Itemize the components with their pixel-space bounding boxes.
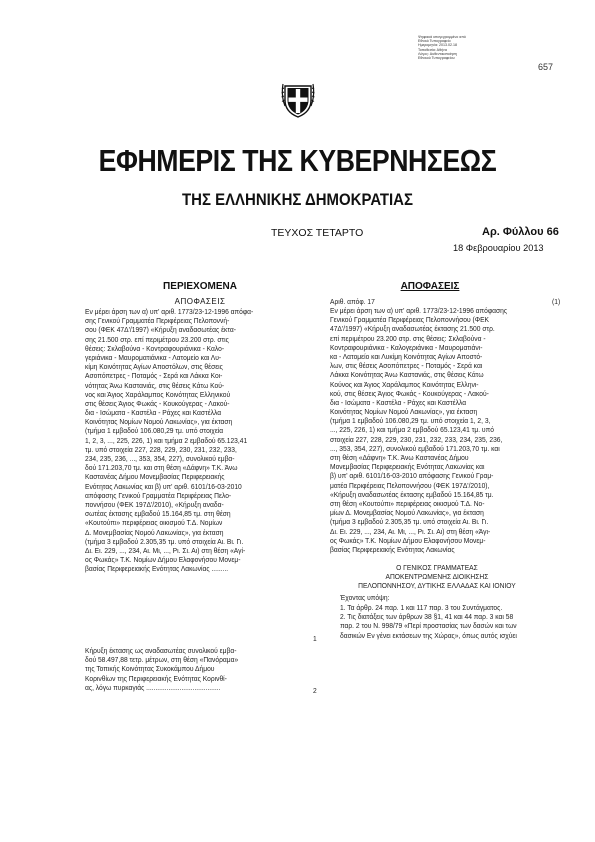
contents-line: δού 58.497,88 τετρ. μέτρων, στη θέση «Πανόραμα» (85, 655, 239, 665)
decision-line: λων, στις θέσεις Ασοπόπετρες - Ποταμός - Σερά και (330, 361, 483, 371)
contents-line: σης 21.500 στρ. επί περιμέτρου 23.200 στρ. στις (85, 334, 229, 344)
decision-line: δια - Ισώματα - Καστέλα - Ράχες και Καστέλλα (330, 397, 467, 407)
contents-line: (τμήμα 3 εμβαδού 2.305,35 τμ. υπό στοιχεία Αι. Βι. Γι. (85, 536, 244, 546)
contents-line: Κορινθίων της Περιφερειακής Ενότητας Κορινθί- (85, 673, 227, 683)
authority-line: ΑΠΟΚΕΝΤΡΩΜΕΝΗΣ ΔΙΟΙΚΗΣΗΣ (385, 572, 489, 582)
contents-line: Δ. Μονεμβασίας Νομού Λακωνίας», για έκταση (85, 527, 224, 537)
stamp-line: Εθνικό Τυπογραφείο (418, 39, 451, 44)
contents-line: Δι. Ει. 229, ..., 234, Αι. Μι, ..., Ρι. Σι. Αι) στη θέση «Αγί- (85, 545, 246, 555)
contents-line: Καστανέας Δήμου Μονεμβασίας Περιφερειακής (85, 472, 225, 482)
issue-label: ΤΕΥΧΟΣ ΤΕΤΑΡΤΟ (271, 227, 364, 239)
contents-line: 234, 235, 236, ..., 353, 354, 227), συνολικού εμβα- (85, 454, 235, 463)
contents-line: ποννήσου (ΦΕΚ 197Δ'/2010), «Κήρυξη αναδα- (85, 499, 224, 509)
contents-line: σου (ΦΕΚ 47Δ'/1997) «Κήρυξη αναδασωτέας έκτα- (85, 325, 237, 335)
considering-label: Έχοντας υπόψη: (340, 593, 390, 602)
gazette-title: ΕΦΗΜΕΡΙΣ ΤΗΣ ΚΥΒΕΡΝΗΣΕΩΣ (98, 143, 497, 178)
decisions-heading: ΑΠΟΦΑΣΕΙΣ (400, 281, 460, 292)
contents-line: Ασοπόπετρες - Ποταμός - Σερά και Λάκκα Κοι- (85, 371, 223, 381)
contents-entry-2-page: 2 (313, 686, 317, 695)
decision-line: Κούνος και Άγιος Χαράλαμπος Κοινότητας Ελληνι- (330, 379, 479, 389)
considering-line: δασικών Εν γένει εκτάσεων της Χώρας», όπως αυτός ισχύει (340, 630, 517, 640)
contents-line: σωτέας έκτασης εμβαδού 15.164,85 τμ. στη θέση (85, 509, 231, 519)
contents-entry-1-page: 1 (313, 634, 317, 643)
decision-line: ..., 225, 226, 1) και τμήμα 2 εμβαδού 65.123,41 τμ. υπό (330, 425, 494, 435)
considering-line: 1. Τα άρθρ. 24 παρ. 1 και 117 παρ. 3 του Συντάγματος. (340, 603, 503, 612)
sheet-number: Αρ. Φύλλου 66 (482, 226, 559, 238)
decision-line: κού, στις θέσεις Άγιος Φωκάς - Κουκούγερας - Λακού- (330, 388, 489, 398)
gazette-subtitle: ΤΗΣ ΕΛΛΗΝΙΚΗΣ ΔΗΜΟΚΡΑΤΙΑΣ (182, 190, 413, 209)
decision-line: Κοινότητας Νομίων Νομού Λακωνίας», για έκταση (330, 407, 478, 417)
contents-heading: ΠΕΡΙΕΧΟΜΕΝΑ (163, 281, 237, 292)
greek-coat-of-arms-icon (281, 78, 315, 118)
contents-line: Ενότητας Λακωνίας και β) υπ' αριθ. 6101/16-03-2010 (85, 481, 242, 491)
decision-line: μίων Δ. Μονεμβασίας Νομού Λακωνίας», για έκταση (330, 508, 484, 518)
decision-line: β) υπ' αριθ. 6101/16-03-2010 απόφασης Γενικού Γραμ- (330, 471, 494, 481)
decision-line: (τμήμα 3 εμβαδού 2.305,35 τμ. υπό στοιχεία Αι. Βι. Γι. (330, 517, 489, 527)
contents-line: κίμη Κοινότητας Αγίων Αποστόλων, στις θέσεις (85, 362, 223, 372)
decision-line: στη θέση «Κουτούπι» περιφέρειας οικισμού Τ.Δ. Νο- (330, 498, 485, 508)
decision-line: ..., 353, 354, 227), συνολικού εμβαδού 171.203,70 τμ. και (330, 443, 500, 453)
contents-line: σης Γενικού Γραμματέα Περιφέρειας Πελοποννή- (85, 316, 230, 326)
contents-line: γεριάνικα - Μαυροματιάνικα - Λατομείο και Λυ- (85, 352, 222, 362)
contents-line: «Κουτούπι» περιφέρειας οικισμού Τ.Δ. Νομίων (85, 518, 223, 528)
contents-line: δού 171.203,70 τμ. και στη θέση «Δάφνη» Τ.Κ. Άνω (85, 463, 238, 473)
decision-line: (τμήμα 1 εμβαδού 106.080,29 τμ. υπό στοιχεία 1, 2, 3, (330, 416, 491, 426)
stamp-line: Ημερομηνία: 2013.02.18 (418, 43, 458, 48)
decision-line: Δι. Ει. 229, ..., 234, Αι. Μι, ..., Ρι. Σι. Αι) στη θέση «Άγι- (330, 526, 491, 536)
contents-line: ος Φωκάς» Τ.Κ. Νομίων Δήμου Ελαφονήσου Μονεμ- (85, 555, 241, 565)
considering-line: παρ. 2 του Ν. 998/79 «Περί προστασίας των δασών και των (340, 621, 517, 631)
stamp-line: Τοποθεσία: Αθήνα (418, 47, 447, 52)
decision-line: στη θέση «Δάφνη» Τ.Κ. Άνω Καστανέας Δήμου (330, 453, 469, 462)
decision-line: Γενικού Γραμματέα Περιφέρειας Πελοποννήσου (ΦΕΚ (330, 315, 490, 325)
authority-line: Ο ΓΕΝΙΚΟΣ ΓΡΑΜΜΑΤΕΑΣ (396, 563, 478, 572)
authority-line: ΠΕΛΟΠΟΝΝΗΣΟΥ, ΔΥΤΙΚΗΣ ΕΛΛΑΔΑΣ ΚΑΙ ΙΟΝΙΟΥ (358, 581, 516, 591)
decision-line: «Κήρυξη αναδασωτέας έκτασης εμβαδού 15.164,85 τμ. (330, 489, 494, 499)
contents-line: (τμήμα 1 εμβαδού 106.080,29 τμ. υπό στοιχεία (85, 426, 224, 436)
decision-line: στοιχεία 227, 228, 229, 230, 231, 232, 233, 234, 235, 236, (330, 434, 503, 444)
contents-entry-1 (85, 307, 299, 573)
decision-line: Λάκκα Κοινότητας Άνω Καστανιάς, στις θέσεις Κάτω (330, 370, 484, 380)
decision-mark: (1) (552, 297, 561, 306)
decision-body (330, 306, 544, 554)
contents-line: θέσεις: Σκλαβούνα - Κοντραφουριάνικα - Καλο- (85, 343, 225, 353)
page-number: 657 (538, 62, 554, 72)
issue-date: 18 Φεβρουαρίου 2013 (453, 243, 544, 253)
considering-line: 2. Τις διατάξεις των άρθρων 38 §1, 41 και 44 παρ. 3 και 58 (340, 612, 514, 622)
contents-line: Κήρυξη έκτασης ως αναδασωτέας συνολικού εμβα- (85, 646, 237, 655)
decision-line: Κοντραφουριάνικα - Καλογεριάνικα - Μαυροματιάνι- (330, 342, 483, 352)
decision-line: ος Φωκάς» Τ.Κ. Νομίων Δήμου Ελαφονήσου Μονεμ- (330, 535, 486, 545)
contents-line: στις θέσεις Άγιος Φωκάς - Κουκούγερας - Λακού- (85, 398, 230, 408)
contents-line: νότητας Άνω Καστανιάς, στις θέσεις Κάτω Κού- (85, 380, 225, 390)
contents-line: νος και Άγιος Χαράλαμπος Κοινότητας Ελληνικού (85, 389, 231, 399)
decision-line: ματέα Περιφέρειας Πελοποννήσου (ΦΕΚ 197Δ'/2010), (330, 480, 490, 490)
contents-line: της Τοπικής Κοινότητας Συκοκάμπου Δήμου (85, 664, 215, 674)
contents-line: ας, λόγω πυρκαγιάς ........................................ (85, 682, 221, 692)
decision-line: κα - Λατομείο και Λυκίμη Κοινότητας Αγίων Αποστό- (330, 351, 483, 361)
contents-line: δια - Ισώματα - Καστέλα - Ράχες και Καστέλλα (85, 408, 222, 418)
contents-line: βασίας Περιφερειακής Ενότητας Λακωνίας ......... (85, 564, 229, 574)
decision-line: Εν μέρει άρση των α) υπ' αριθ. 1773/23-12-1996 απόφασης (330, 306, 508, 315)
contents-subheading: ΑΠΟΦΑΣΕΙΣ (174, 297, 226, 306)
stamp-line: Λόγος: Αυθεντικοποίηση (418, 51, 457, 56)
contents-line: τμ. υπό στοιχεία 227, 228, 229, 230, 231, 232, 233, (85, 444, 237, 454)
contents-line: Κοινότητας Νομίων Νομού Λακωνίας», για έκταση (85, 417, 233, 427)
stamp-line: Ψηφιακά υπογεγραμμένο από (418, 35, 466, 39)
decision-line: 47Δ'/1997) «Κήρυξη αναδασωτέας έκτασης 21.500 στρ. (330, 324, 495, 334)
considering-body (340, 603, 546, 640)
contents-line: Εν μέρει άρση των α) υπ' αριθ. 1773/23-12-1996 απόφα- (85, 307, 254, 316)
digital-signature-stamp (418, 35, 480, 60)
decision-line: επί περιμέτρου 23.200 στρ. στις θέσεις: Σκλαβούνα - (330, 333, 486, 343)
contents-line: 1, 2, 3, ..., 225, 226, 1) και τμήμα 2 εμβαδού 65.123,41 (85, 435, 248, 445)
decision-line: βασίας Περιφερειακής Ενότητας Λακωνίας (330, 544, 455, 554)
authority-block (330, 563, 544, 591)
contents-entry-2 (85, 646, 299, 692)
decision-line: Μονεμβασίας Περιφερειακής Ενότητας Λακωνίας και (330, 462, 485, 472)
stamp-line: Εθνικού Τυπογραφείου (418, 56, 455, 61)
contents-line: απόφασης Γενικού Γραμματέα Περιφέρειας Πελο- (85, 490, 232, 500)
decision-number: Αριθ. απόφ. 17 (330, 297, 375, 306)
